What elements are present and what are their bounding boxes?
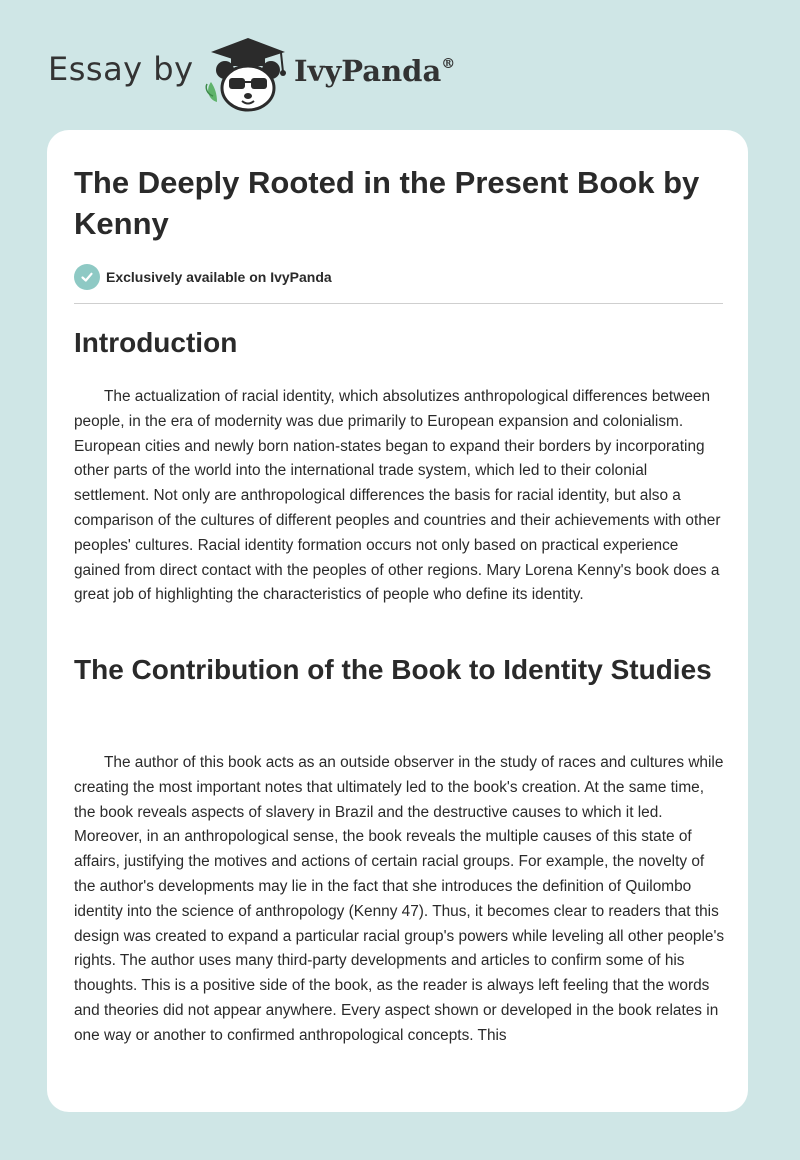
badge-label: Exclusively available on IvyPanda [106,269,332,285]
section-heading-contribution: The Contribution of the Book to Identity Studies [74,654,712,685]
registered-mark: ® [441,56,456,72]
brand-name[interactable] [294,54,455,88]
site-header [48,30,548,110]
essay-by-label: Essay by [48,50,194,88]
section-heading-introduction: Introduction [74,327,238,358]
divider [74,303,723,304]
page-title: The Deeply Rooted in the Present Book by Kenny [74,165,700,241]
section-paragraph-contribution: The author of this book acts as an outside observer in the study of races and cultures while creating the most important notes that ultimately led to the book's creation. At the same time, the book reveals aspects of slavery in Brazil and the destructive causes to which it led. Moreover, in an anthropological sense, the book reveals the multiple causes of this state of affairs, justifying the motives and actions of certain racial groups. For example, the novelty of the author's developments may lie in the fact that she introduces the definition of Quilombo identity into the science of anthropology (Kenny 47). Thus, it becomes clear to readers that this design was created to expand a particular racial group's powers while leveling all other people's rights. The author uses many third-party developments and articles to confirm some of his thoughts. This is a positive side of the book, as the reader is always left feeling that the words and theories did not appear anywhere. Every aspect shown or developed in the book relates in one way or another to confirmed anthropological concepts. This [74,754,725,1044]
checkmark-icon [74,264,100,290]
brand-text: IvyPanda [294,54,442,88]
exclusive-badge [74,264,332,290]
panda-logo-icon[interactable] [203,34,293,114]
section-paragraph-introduction: The actualization of racial identity, which absolutizes anthropological differences between people, in the era of modernity was due primarily to European expansion and colonialism. European cities and newly born nation-states began to expand their borders by incorporating other parts of the world into the international trade system, which led to their colonial settlement. Not only are anthropological differences the basis for racial identity, but also a comparison of the cultures of different peoples and countries and their achievements with other peoples' cultures. Racial identity formation occurs not only based on practical experience gained from direct contact with the peoples of other regions. Mary Lorena Kenny's book does a great job of highlighting the characteristics of people who define its identity. [74,388,721,604]
essay-card [47,130,748,1112]
